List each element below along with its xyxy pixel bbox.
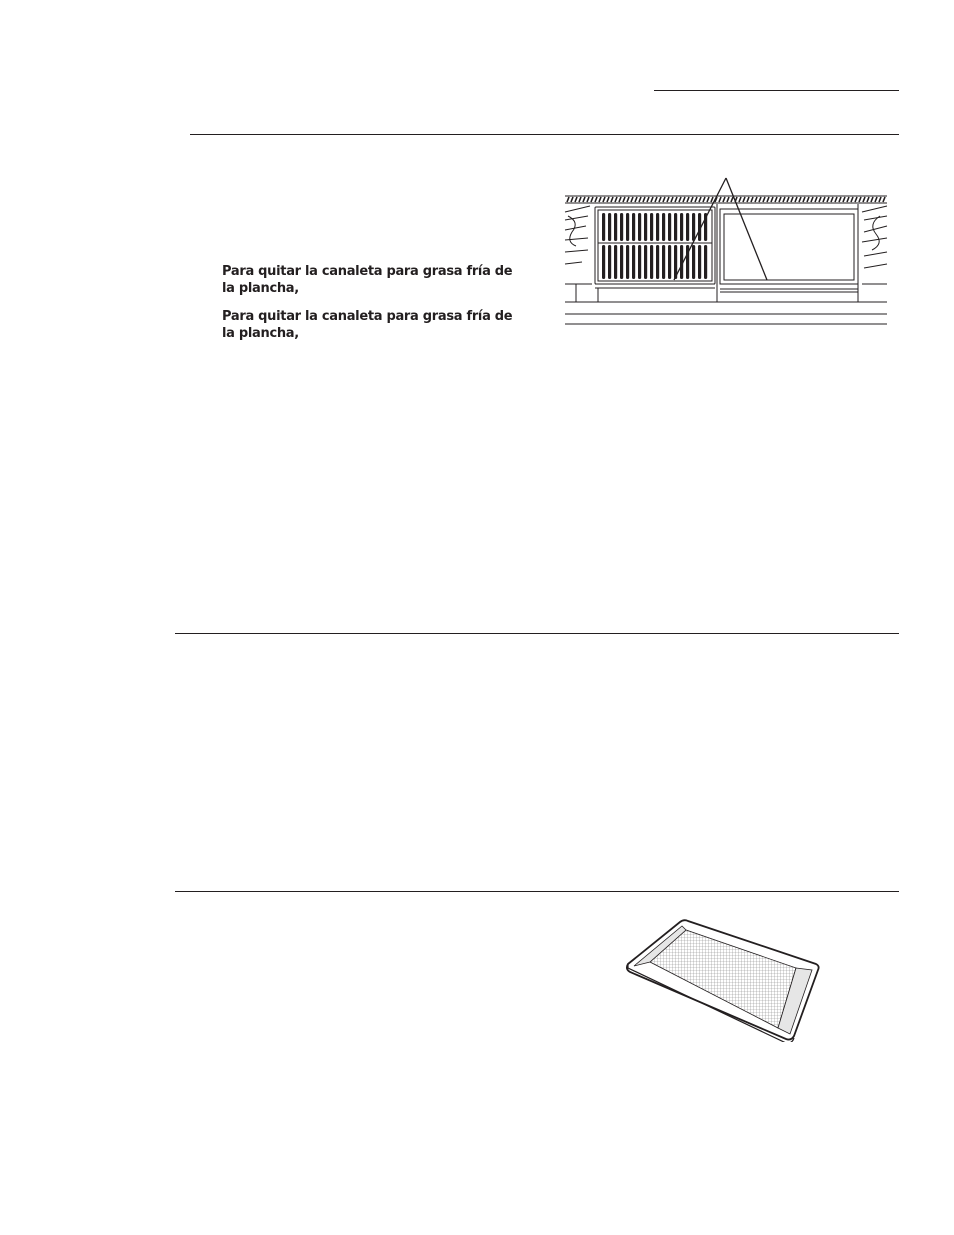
section-divider-1 [190, 134, 899, 135]
section-divider-2 [175, 633, 899, 634]
cooktop-grill-griddle-icon [562, 176, 890, 328]
section-divider-3 [175, 891, 899, 892]
instruction-text-2: Para quitar la canaleta para grasa fría de la plancha, [222, 309, 513, 341]
instruction-text-1: Para quitar la canaleta para grasa fría de la plancha, [222, 264, 513, 296]
griddle-plate-icon [624, 916, 824, 1042]
header-rule [654, 90, 899, 91]
